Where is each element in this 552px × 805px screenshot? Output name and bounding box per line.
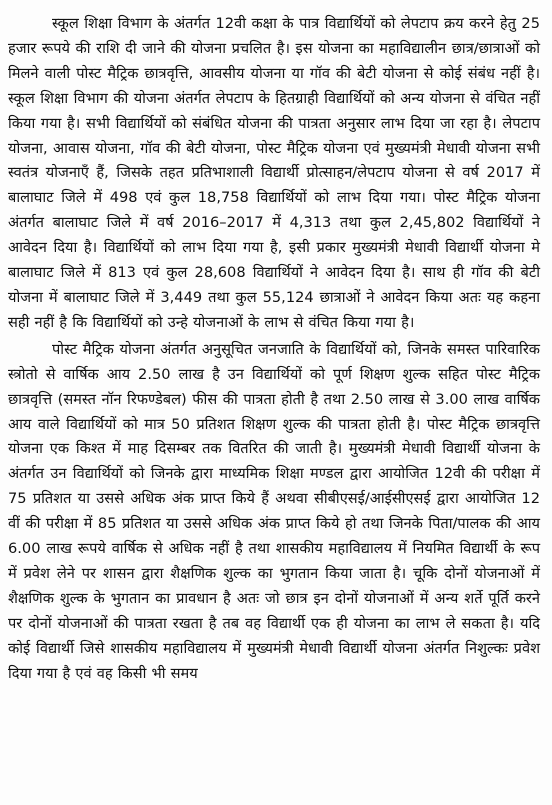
- paragraph-laptop-scheme: स्कूल शिक्षा विभाग के अंतर्गत 12वी कक्षा के पात्र विद्यार्थियों को लेपटाप क्रय करने हेतु 25 हजार रूपये की राशि दी जाने की योजना प्रचलित है। इस योजना का महाविद्यालीन छात्र/छात्राओं को मिलने वाली पोस्ट मैट्रिक छात्रवृत्ति, आवसीय योजना या गॉव की बेटी योजना से कोई संबंध नहीं है। स्कूल शिक्षा विभाग की योजना अंतर्गत लेपटाप के हितग्राही विद्यार्थियों को अन्य योजना से वंचित नहीं किया गया है। सभी विद्यार्थियों को संबंधित योजना की पात्रता अनुसार लाभ दिया जा रहा है। लेपटाप योजना, आवास योजना, गॉव की बेटी योजना, पोस्ट मैट्रिक योजना एवं मुख्यमंत्री मेधावी योजना सभी स्वतंत्र योजनाएँ हैं, जिसके तहत प्रतिभाशाली विद्यार्थी प्रोत्साहन/लेपटाप योजना से वर्ष 2017 में बालाघाट जिले में 498 एवं कुल 18,758 विद्यार्थियों को लाभ दिया गया। पोस्ट मैट्रिक योजना अंतर्गत बालाघाट जिले में वर्ष 2016–2017 में 4,313 तथा कुल 2,45,802 विद्यार्थियों ने आवेदन दिया है। विद्यार्थियों को लाभ दिया गया है, इसी प्रकार मुख्यमंत्री मेधावी विद्यार्थी योजना मे बालाघाट जिले में 813 एवं कुल 28,608 विद्यार्थियों ने आवेदन दिया है। साथ ही गॉव की बेटी योजना में बालाघाट जिले में 3,449 तथा कुल 55,124 छात्राओं ने आवेदन किया अतः यह कहना सही नहीं है कि विद्यार्थियों को उन्हे योजनाओं के लाभ से वंचित किया गया है।: [8, 15, 540, 331]
- paragraph-post-matric-scheme: पोस्ट मैट्रिक योजना अंतर्गत अनुसूचित जनजाति के विद्यार्थियों को, जिनके समस्त पारिवारिक स्त्रोतो से वार्षिक आय 2.50 लाख है उन विद्यार्थियों को पूर्ण शिक्षण शुल्क सहित पोस्ट मैट्रिक छात्रवृत्ति (समस्त नॉन रिफण्डेबल) फीस की पात्रता होती है तथा 2.50 लाख से 3.00 लाख वार्षिक आय वाले विद्यार्थियों को मात्र 50 प्रतिशत शिक्षण शुल्क की पात्रता होती है। पोस्ट मैट्रिक छात्रवृत्ति योजना एक किश्त में माह दिसम्बर तक वितरित की जाती है। मुख्यमंत्री मेधावी विद्यार्थी योजना के अंतर्गत उन विद्यार्थियों को जिनके द्वारा माध्यमिक शिक्षा मण्डल द्वारा आयोजित 12वी की परीक्षा में 75 प्रतिशत या उससे अधिक अंक प्राप्त किये हैं अथवा सीबीएसई/आईसीएसई द्वारा आयोजित 12 वीं की परीक्षा में 85 प्रतिशत या उससे अधिक अंक प्राप्त किये हो तथा जिनके पिता/पालक की आय 6.00 लाख रूपये वार्षिक से अधिक नहीं है तथा शासकीय महाविद्यालय में नियमित विद्यार्थी के रूप में प्रवेश लेने पर शासन द्वारा शैक्षणिक शुल्क का भुगतान किया जाता है। चूकि दोनों योजनाओं में शैक्षणिक शुल्क के भुगतान का प्रावधान है अतः जो छात्र इन दोनों योजनाओं में अन्य शर्ते पूर्ति करने पर दोनों योजनाओं की पात्रता रखता है तब वह विद्यार्थी एक ही योजना का लाभ ले सकता है। यदि कोई विद्यार्थी जिसे शासकीय महाविद्यालय में मुख्यमंत्री मेधावी विद्यार्थी योजना अंतर्गत निशुल्कः प्रवेश दिया गया है एवं वह किसी भी समय: [8, 340, 540, 682]
